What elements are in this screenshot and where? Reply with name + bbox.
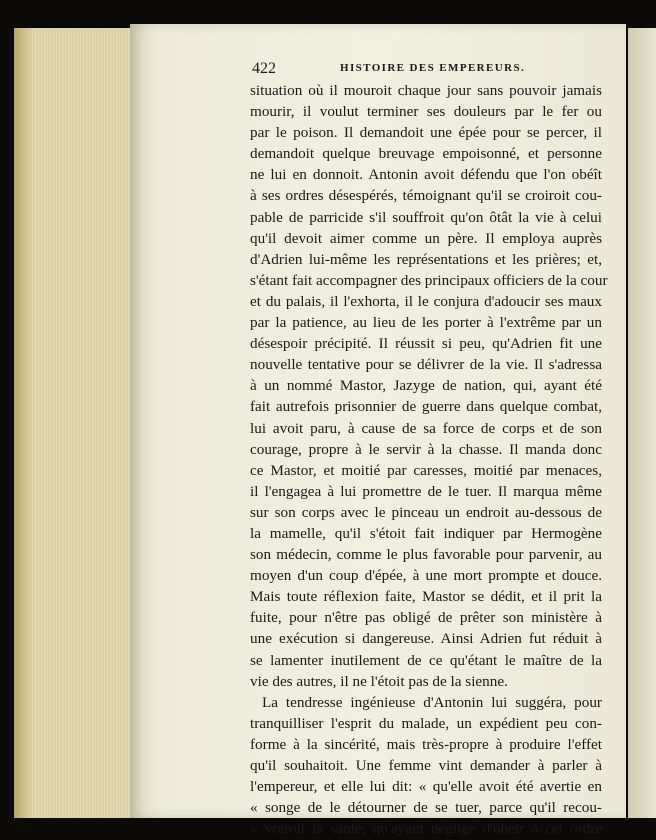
- text-line: fait autrefois prisonnier de guerre dans quelque combat,: [250, 398, 602, 416]
- text-line: désespoir précipité. Il réussit si peu, qu'Adrien fit une: [250, 335, 602, 353]
- text-line: lui avoit paru, à cause de sa force de corps et de son: [250, 419, 602, 437]
- page-number: 422: [252, 60, 276, 77]
- text-line: qu'il souhaitoit. Une femme vint demander à parler à: [250, 757, 602, 774]
- text-line: courage, propre à le servir à la chasse. Il manda donc: [250, 440, 602, 458]
- text-line: par le poison. Il demandoit une épée pour se percer, il: [250, 124, 602, 142]
- text-line: pable de parricide s'il souffroit qu'on ôtât la vie à celui: [250, 208, 602, 226]
- text-line: une exécution si dangereuse. Ainsi Adrien fut réduit à: [250, 630, 602, 648]
- text-line: son médecin, comme le plus favorable pour parvenir, au: [250, 546, 602, 564]
- text-line: à ses ordres désespérés, témoignant qu'il se croiroit cou-: [250, 187, 602, 205]
- book-page-edges: [14, 28, 140, 818]
- text-line: fuite, pour n'être pas obligé de prêter son ministère à: [250, 609, 602, 627]
- text-line: situation où il mouroit chaque jour sans pouvoir jamais: [250, 82, 602, 99]
- text-line: il l'engagea à lui promettre de le tuer. Il marqua même: [250, 482, 602, 500]
- text-line: La tendresse ingénieuse d'Antonin lui suggéra, pour: [262, 693, 602, 711]
- text-line: Mais toute réflexion faite, Mastor se dédit, et il prit la: [250, 588, 602, 606]
- text-line: demandoit quelque breuvage empoisonné, et personne: [250, 145, 602, 163]
- text-line: ne lui en donnoit. Antonin avoit défendu que l'on obéît: [250, 166, 602, 184]
- text-line: se lamenter inutilement de ce qu'étant le maître de la: [250, 651, 602, 669]
- text-line: par la patience, au lieu de les porter à l'extrême par un: [250, 314, 602, 332]
- facing-page-edge: [628, 28, 656, 818]
- text-line: la mamelle, qu'il s'étoit fait indiquer par Hermogène: [250, 524, 602, 542]
- body-text: [250, 80, 608, 839]
- text-line: ce Mastor, et moitié par caresses, moitié par menaces,: [250, 461, 602, 479]
- text-line: nouvelle tentative pour se délivrer de la vie. Il s'adressa: [250, 356, 602, 374]
- text-line: s'étant fait accompagner des principaux officiers de la cour: [250, 271, 608, 289]
- text-line: mourir, il voulut terminer ses douleurs par le fer ou: [250, 103, 602, 121]
- text-line: et du palais, il l'exhorta, il le conjura d'adoucir ses maux: [250, 292, 602, 310]
- text-line: l'empereur, et elle lui dit: « qu'elle avoit été avertie en: [250, 778, 602, 796]
- text-line: sur son corps avec le pinceau un endroit au-dessous de: [250, 503, 602, 521]
- text-line: qu'il devoit aimer comme un père. Il employa auprès: [250, 229, 602, 247]
- text-line: à un nommé Mastor, Jazyge de nation, qui, ayant été: [250, 377, 602, 395]
- text-line: « vreroit la santé; qu'ayant négligé d'obéir à cet ordre: [250, 820, 602, 838]
- text-line: moyen d'un coup d'épée, à une mort prompte et douce.: [250, 567, 602, 585]
- running-title: HISTOIRE DES EMPEREURS.: [340, 62, 526, 74]
- text-line: forme à la sincérité, mais très-propre à produire l'effet: [250, 735, 602, 753]
- text-line: vie des autres, il ne l'étoit pas de la sienne.: [250, 672, 508, 690]
- text-line: « songe de le détourner de se tuer, parce qu'il recou-: [250, 799, 602, 817]
- page-header: [250, 60, 602, 80]
- text-line: d'Adrien lui-même les représentations et les prières; et,: [250, 250, 602, 268]
- text-line: tranquilliser l'esprit du malade, un expédient peu con-: [250, 714, 602, 732]
